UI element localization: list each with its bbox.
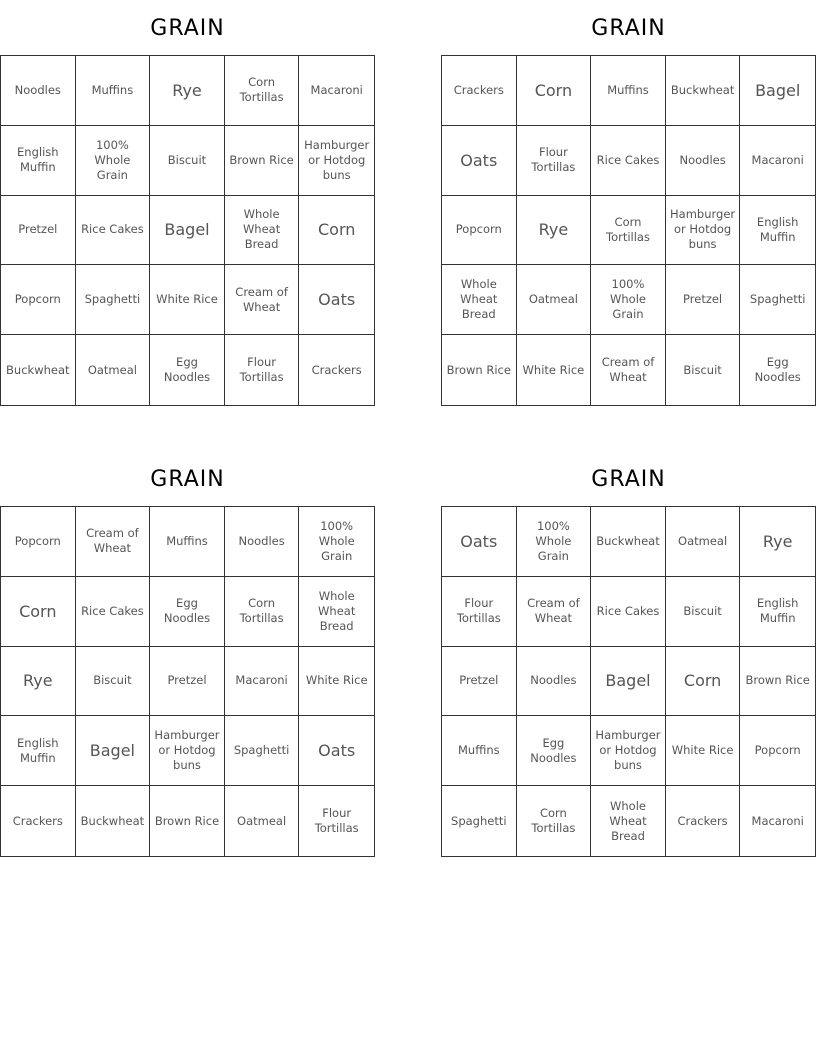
bingo-cell: Pretzel xyxy=(1,196,76,266)
bingo-cell: Rye xyxy=(740,507,815,577)
bingo-cell: Muffins xyxy=(76,56,151,126)
bingo-cell: Spaghetti xyxy=(76,265,151,335)
bingo-cell: Pretzel xyxy=(150,647,225,717)
bingo-cell: Spaghetti xyxy=(225,716,300,786)
bingo-cell: Cream of Wheat xyxy=(591,335,666,405)
bingo-cell: Cream of Wheat xyxy=(517,577,592,647)
bingo-cell: Popcorn xyxy=(1,265,76,335)
bingo-cell: English Muffin xyxy=(1,716,76,786)
bingo-cell: Brown Rice xyxy=(150,786,225,856)
bingo-cell: 100% Whole Grain xyxy=(517,507,592,577)
bingo-cell: Buckwheat xyxy=(1,335,76,405)
bingo-cell: Egg Noodles xyxy=(150,577,225,647)
bingo-cell: Egg Noodles xyxy=(517,716,592,786)
bingo-cell: Muffins xyxy=(442,716,517,786)
bingo-cell: Oatmeal xyxy=(666,507,741,577)
bingo-cell: 100% Whole Grain xyxy=(299,507,374,577)
bingo-cell: Corn Tortillas xyxy=(591,196,666,266)
bingo-cell: Crackers xyxy=(666,786,741,856)
bingo-cell: Brown Rice xyxy=(442,335,517,405)
bingo-cell: Brown Rice xyxy=(225,126,300,196)
bingo-grid xyxy=(441,506,816,857)
bingo-cell: Crackers xyxy=(442,56,517,126)
bingo-cell: Rye xyxy=(517,196,592,266)
bingo-cell: Corn xyxy=(1,577,76,647)
bingo-grid xyxy=(0,506,375,857)
bingo-cell: Muffins xyxy=(150,507,225,577)
bingo-cell: Corn xyxy=(517,56,592,126)
bingo-cell: Buckwheat xyxy=(591,507,666,577)
bingo-cell: Buckwheat xyxy=(666,56,741,126)
bingo-cell: Biscuit xyxy=(76,647,151,717)
bingo-cell: Whole Wheat Bread xyxy=(225,196,300,266)
bingo-cell: Egg Noodles xyxy=(754,355,801,385)
bingo-cell: Biscuit xyxy=(150,126,225,196)
bingo-cell: Biscuit xyxy=(666,577,741,647)
bingo-cell: Bagel xyxy=(740,56,815,126)
bingo-cell: Rice Cakes xyxy=(591,126,666,196)
bingo-cell: Corn Tortillas xyxy=(225,56,300,126)
bingo-cell: Whole Wheat Bread xyxy=(591,786,666,856)
bingo-cell: Rice Cakes xyxy=(76,196,151,266)
bingo-cell: Popcorn xyxy=(740,716,815,786)
card-title: GRAIN xyxy=(150,16,225,41)
bingo-cell: Popcorn xyxy=(1,507,76,577)
bingo-cell: Crackers xyxy=(1,786,76,856)
bingo-cell: Corn xyxy=(299,196,374,266)
bingo-cell: Macaroni xyxy=(740,126,815,196)
bingo-cell: Corn Tortillas xyxy=(517,786,592,856)
bingo-cell: Spaghetti xyxy=(740,265,815,335)
bingo-cell: Flour Tortillas xyxy=(442,577,517,647)
bingo-cell: Flour Tortillas xyxy=(225,335,300,405)
bingo-cell: Rye xyxy=(1,647,76,717)
bingo-cell: White Rice xyxy=(299,647,374,717)
bingo-cell: Oatmeal xyxy=(76,335,151,405)
bingo-cell: Bagel xyxy=(150,196,225,266)
bingo-cell: Oats xyxy=(299,265,374,335)
bingo-cell: Rice Cakes xyxy=(76,577,151,647)
bingo-cell: Cream of Wheat xyxy=(76,507,151,577)
bingo-cell: Macaroni xyxy=(299,56,374,126)
bingo-cell: Hamburger or Hotdog buns xyxy=(666,196,741,266)
bingo-cell: Muffins xyxy=(591,56,666,126)
bingo-cell: Popcorn xyxy=(442,196,517,266)
bingo-cell: White Rice xyxy=(150,265,225,335)
bingo-cell: Biscuit xyxy=(666,335,741,405)
bingo-cell: Whole Wheat Bread xyxy=(442,265,517,335)
bingo-cell: Hamburger or Hotdog buns xyxy=(299,126,374,196)
bingo-grid xyxy=(441,55,816,406)
bingo-cell: English Muffin xyxy=(740,196,815,266)
bingo-cell: Whole Wheat Bread xyxy=(299,577,374,647)
bingo-cell: Rice Cakes xyxy=(591,577,666,647)
bingo-cell: Spaghetti xyxy=(442,786,517,856)
bingo-cell: Hamburger or Hotdog buns xyxy=(591,716,666,786)
bingo-cell: Pretzel xyxy=(442,647,517,717)
bingo-cell: Brown Rice xyxy=(740,647,815,717)
bingo-cell: Oats xyxy=(299,716,374,786)
bingo-cell: English Muffin xyxy=(740,577,815,647)
bingo-cell: Flour Tortillas xyxy=(314,806,359,836)
bingo-cell: 100% Whole Grain xyxy=(76,126,151,196)
bingo-cell: Bagel xyxy=(76,716,151,786)
bingo-cell: Corn Tortillas xyxy=(225,577,300,647)
card-title: GRAIN xyxy=(591,467,666,492)
bingo-cell: Noodles xyxy=(666,126,741,196)
bingo-cell: English Muffin xyxy=(1,126,76,196)
bingo-cell: 100% Whole Grain xyxy=(591,265,666,335)
bingo-cell: Pretzel xyxy=(666,265,741,335)
bingo-grid xyxy=(0,55,375,406)
bingo-cell: Macaroni xyxy=(751,813,804,828)
bingo-cell: Noodles xyxy=(517,647,592,717)
bingo-cell: Noodles xyxy=(225,507,300,577)
bingo-cell: Hamburger or Hotdog buns xyxy=(150,716,225,786)
bingo-cell: Oats xyxy=(442,507,517,577)
card-title: GRAIN xyxy=(591,16,666,41)
bingo-cell: Macaroni xyxy=(225,647,300,717)
bingo-cell: Oatmeal xyxy=(517,265,592,335)
bingo-cell: Bagel xyxy=(591,647,666,717)
bingo-cell: Oatmeal xyxy=(225,786,300,856)
bingo-cell: White Rice xyxy=(517,335,592,405)
bingo-cell: Crackers xyxy=(311,362,362,377)
bingo-cell: Rye xyxy=(150,56,225,126)
bingo-cell: Buckwheat xyxy=(76,786,151,856)
bingo-cell: Corn xyxy=(666,647,741,717)
bingo-cell: White Rice xyxy=(666,716,741,786)
bingo-cell: Cream of Wheat xyxy=(225,265,300,335)
card-title: GRAIN xyxy=(150,467,225,492)
bingo-cell: Oats xyxy=(442,126,517,196)
bingo-cell: Egg Noodles xyxy=(150,335,225,405)
bingo-cell: Noodles xyxy=(1,56,76,126)
bingo-cell: Flour Tortillas xyxy=(517,126,592,196)
